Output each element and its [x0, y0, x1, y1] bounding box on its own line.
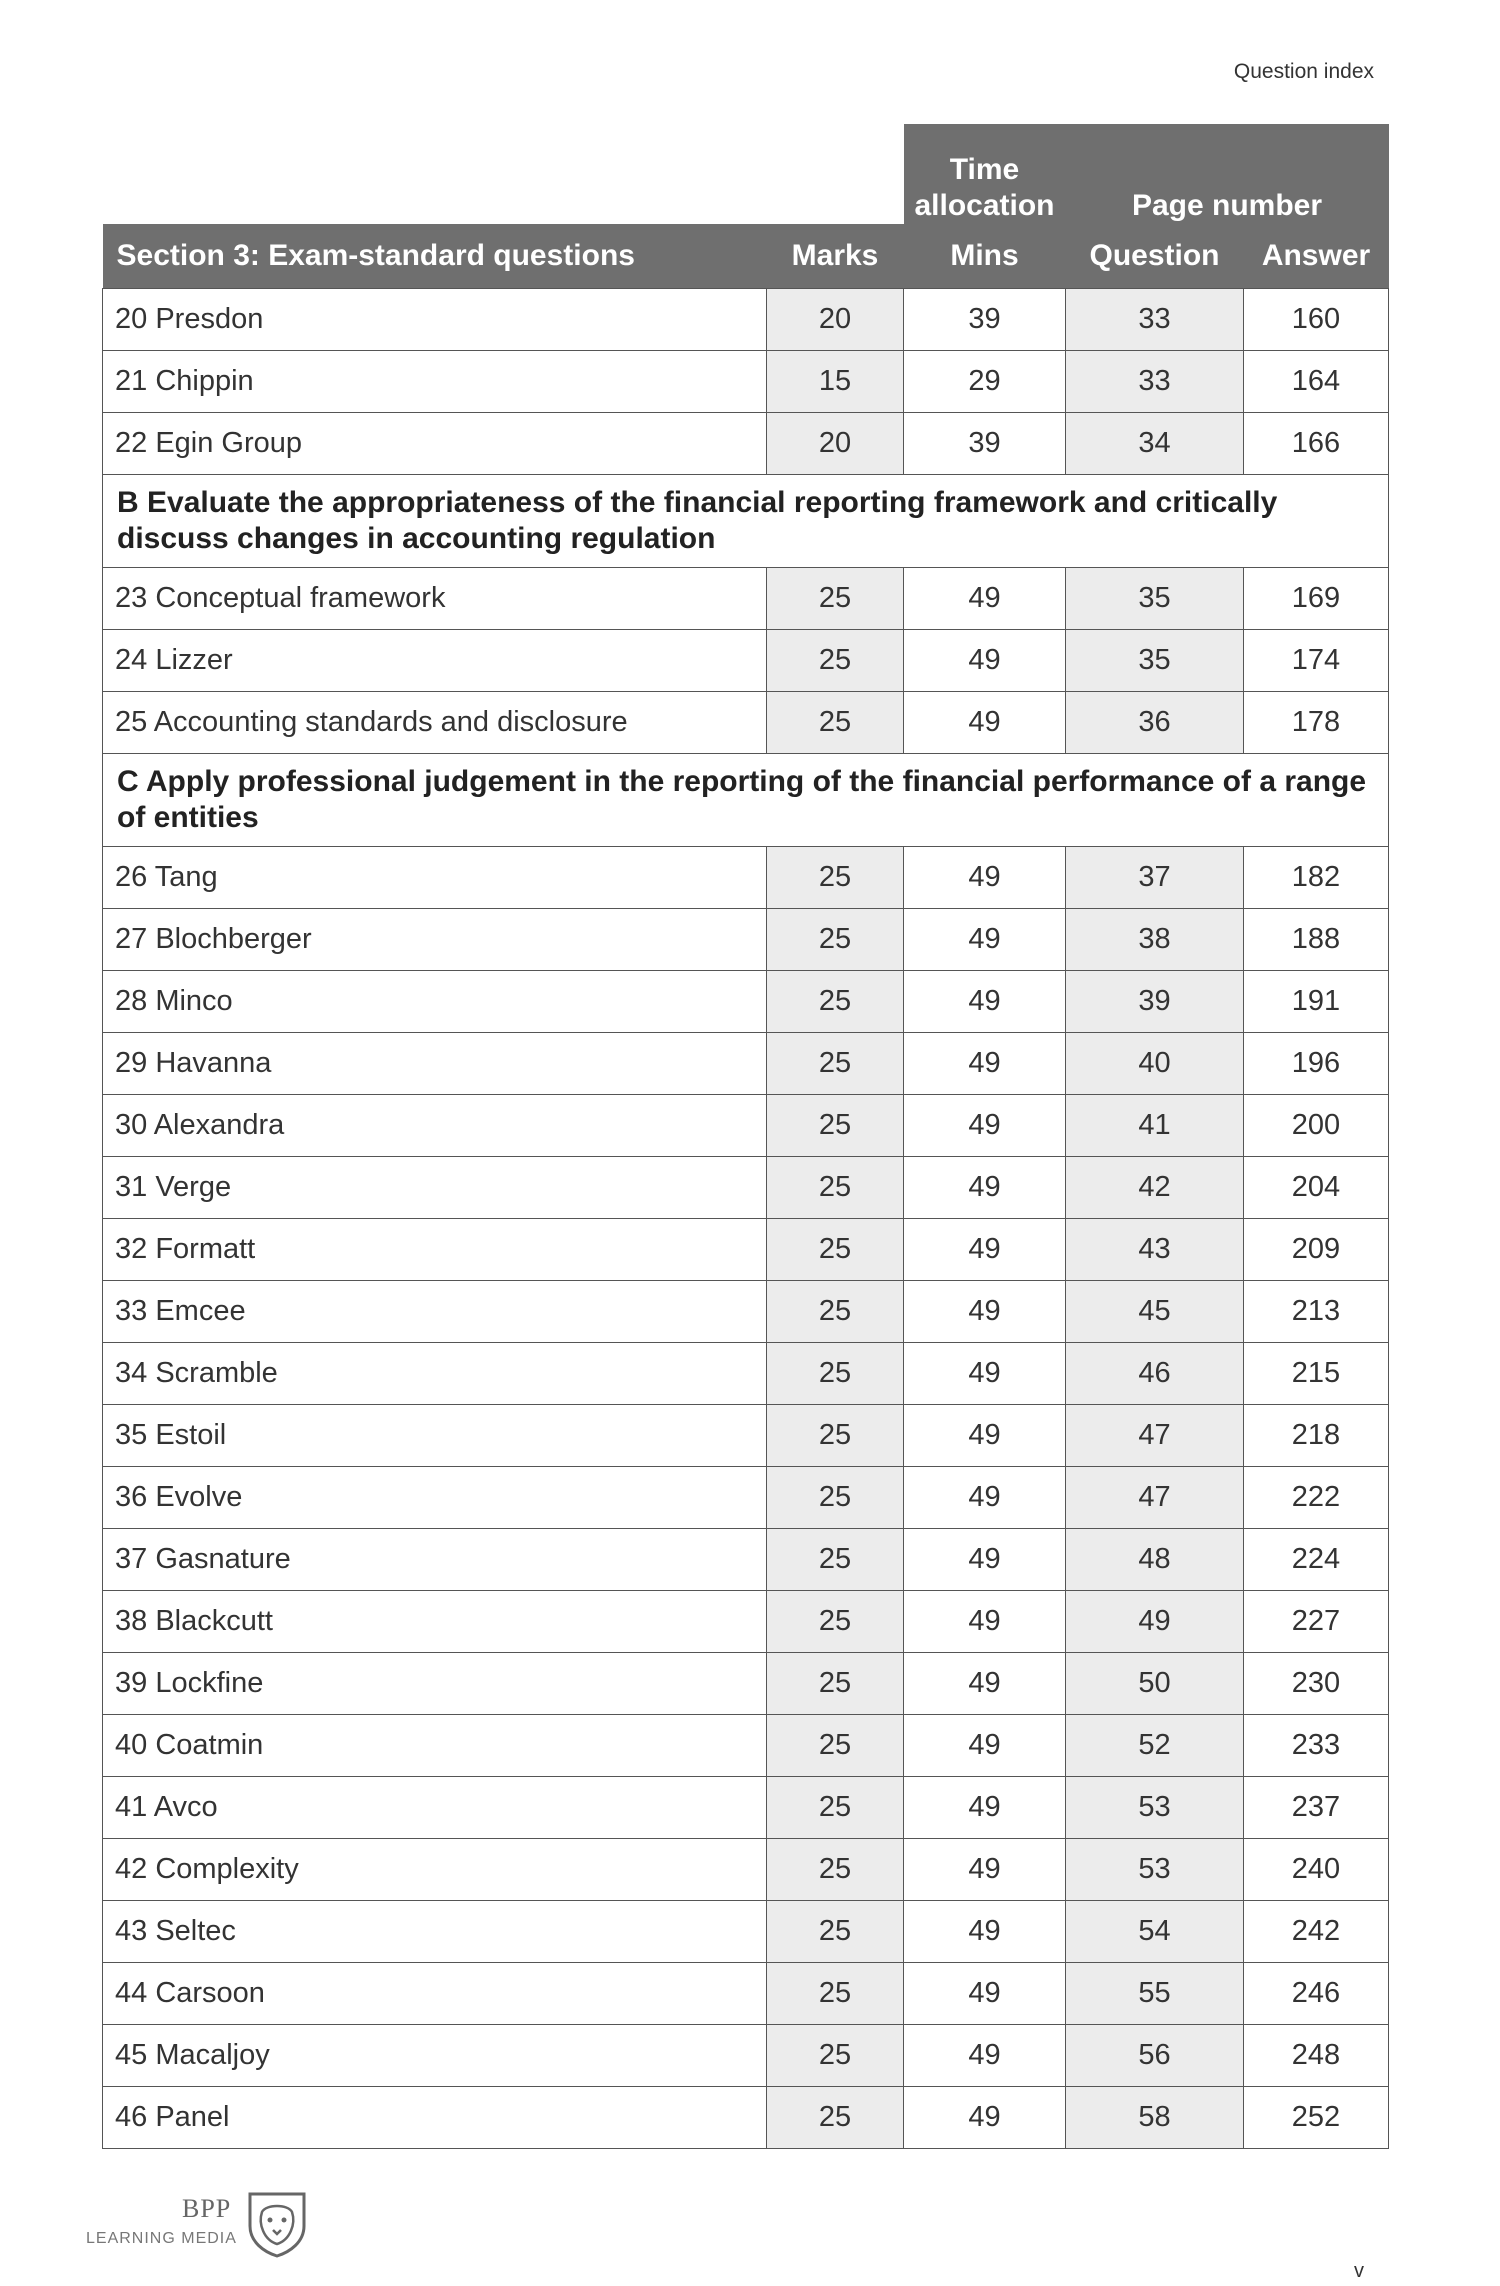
cell-mins: 49 [904, 2087, 1066, 2149]
cell-name: 34 Scramble [103, 1343, 767, 1405]
cell-question: 47 [1066, 1405, 1244, 1467]
cell-mins: 49 [904, 1219, 1066, 1281]
table-row [103, 1405, 1389, 1467]
header-blank [103, 124, 904, 224]
table-row [103, 1095, 1389, 1157]
cell-name: 25 Accounting standards and disclosure [103, 692, 767, 754]
header-question: Question [1066, 224, 1244, 289]
cell-marks: 25 [767, 1591, 904, 1653]
cell-marks: 20 [767, 289, 904, 351]
cell-answer: 224 [1244, 1529, 1389, 1591]
table-row [103, 1963, 1389, 2025]
cell-answer: 248 [1244, 2025, 1389, 2087]
cell-name: 32 Formatt [103, 1219, 767, 1281]
cell-question: 47 [1066, 1467, 1244, 1529]
cell-answer: 191 [1244, 971, 1389, 1033]
header-marks: Marks [767, 224, 904, 289]
running-header: Question index [1233, 60, 1374, 83]
cell-marks: 25 [767, 1467, 904, 1529]
cell-question: 42 [1066, 1157, 1244, 1219]
cell-question: 33 [1066, 351, 1244, 413]
cell-answer: 182 [1244, 847, 1389, 909]
cell-question: 37 [1066, 847, 1244, 909]
cell-name: 23 Conceptual framework [103, 568, 767, 630]
cell-marks: 25 [767, 1095, 904, 1157]
cell-question: 43 [1066, 1219, 1244, 1281]
cell-marks: 25 [767, 971, 904, 1033]
cell-question: 36 [1066, 692, 1244, 754]
header-time-allocation: Time allocation [904, 124, 1066, 224]
cell-answer: 169 [1244, 568, 1389, 630]
table-row [103, 2025, 1389, 2087]
cell-mins: 49 [904, 1157, 1066, 1219]
cell-answer: 222 [1244, 1467, 1389, 1529]
header-row-bottom [103, 224, 1389, 289]
table-row [103, 289, 1389, 351]
table-row [103, 1529, 1389, 1591]
table-row [103, 630, 1389, 692]
cell-marks: 25 [767, 568, 904, 630]
cell-name: 43 Seltec [103, 1901, 767, 1963]
cell-mins: 49 [904, 630, 1066, 692]
table-row [103, 1281, 1389, 1343]
cell-answer: 209 [1244, 1219, 1389, 1281]
cell-question: 55 [1066, 1963, 1244, 2025]
cell-name: 38 Blackcutt [103, 1591, 767, 1653]
cell-mins: 39 [904, 413, 1066, 475]
cell-marks: 25 [767, 2025, 904, 2087]
cell-name: 41 Avco [103, 1777, 767, 1839]
cell-name: 22 Egin Group [103, 413, 767, 475]
cell-marks: 25 [767, 847, 904, 909]
cell-answer: 237 [1244, 1777, 1389, 1839]
cell-mins: 49 [904, 1839, 1066, 1901]
cell-marks: 25 [767, 1901, 904, 1963]
cell-mins: 49 [904, 692, 1066, 754]
cell-question: 53 [1066, 1777, 1244, 1839]
cell-question: 54 [1066, 1901, 1244, 1963]
cell-answer: 240 [1244, 1839, 1389, 1901]
cell-mins: 49 [904, 1591, 1066, 1653]
cell-question: 45 [1066, 1281, 1244, 1343]
cell-question: 49 [1066, 1591, 1244, 1653]
cell-question: 52 [1066, 1715, 1244, 1777]
cell-mins: 49 [904, 2025, 1066, 2087]
table-row [103, 1467, 1389, 1529]
table-row [103, 692, 1389, 754]
cell-name: 29 Havanna [103, 1033, 767, 1095]
cell-name: 37 Gasnature [103, 1529, 767, 1591]
cell-question: 39 [1066, 971, 1244, 1033]
cell-mins: 49 [904, 1901, 1066, 1963]
cell-answer: 196 [1244, 1033, 1389, 1095]
cell-question: 46 [1066, 1343, 1244, 1405]
bpp-logo [86, 2190, 306, 2260]
cell-marks: 25 [767, 1405, 904, 1467]
cell-name: 20 Presdon [103, 289, 767, 351]
cell-answer: 233 [1244, 1715, 1389, 1777]
cell-answer: 200 [1244, 1095, 1389, 1157]
cell-answer: 242 [1244, 1901, 1389, 1963]
cell-name: 35 Estoil [103, 1405, 767, 1467]
table-row [103, 2087, 1389, 2149]
cell-answer: 166 [1244, 413, 1389, 475]
table-row [103, 1839, 1389, 1901]
table-row [103, 351, 1389, 413]
cell-name: 28 Minco [103, 971, 767, 1033]
cell-answer: 174 [1244, 630, 1389, 692]
cell-marks: 25 [767, 909, 904, 971]
cell-answer: 252 [1244, 2087, 1389, 2149]
cell-mins: 49 [904, 1095, 1066, 1157]
cell-question: 38 [1066, 909, 1244, 971]
table-row [103, 568, 1389, 630]
cell-name: 27 Blochberger [103, 909, 767, 971]
cell-answer: 215 [1244, 1343, 1389, 1405]
cell-mins: 49 [904, 1343, 1066, 1405]
cell-question: 56 [1066, 2025, 1244, 2087]
cell-name: 46 Panel [103, 2087, 767, 2149]
subhead-c [103, 754, 1389, 847]
cell-marks: 25 [767, 692, 904, 754]
cell-answer: 160 [1244, 289, 1389, 351]
subhead-b [103, 475, 1389, 568]
cell-marks: 25 [767, 1653, 904, 1715]
cell-mins: 49 [904, 1529, 1066, 1591]
table-row [103, 1653, 1389, 1715]
cell-answer: 178 [1244, 692, 1389, 754]
cell-mins: 49 [904, 1777, 1066, 1839]
cell-name: 26 Tang [103, 847, 767, 909]
cell-answer: 213 [1244, 1281, 1389, 1343]
cell-question: 35 [1066, 630, 1244, 692]
cell-answer: 227 [1244, 1591, 1389, 1653]
subhead-b-text: B Evaluate the appropriateness of the financial reporting framework and critically discuss changes in accounting regulation [103, 475, 1389, 568]
cell-answer: 204 [1244, 1157, 1389, 1219]
table-row [103, 909, 1389, 971]
cell-answer: 246 [1244, 1963, 1389, 2025]
cell-name: 36 Evolve [103, 1467, 767, 1529]
cell-name: 45 Macaljoy [103, 2025, 767, 2087]
logo-brand: BPP [182, 2194, 232, 2223]
cell-marks: 25 [767, 1033, 904, 1095]
cell-question: 50 [1066, 1653, 1244, 1715]
page-number: v [1354, 2260, 1364, 2282]
cell-marks: 25 [767, 2087, 904, 2149]
cell-name: 40 Coatmin [103, 1715, 767, 1777]
table-row [103, 413, 1389, 475]
cell-mins: 49 [904, 909, 1066, 971]
cell-marks: 20 [767, 413, 904, 475]
cell-name: 39 Lockfine [103, 1653, 767, 1715]
cell-marks: 25 [767, 1839, 904, 1901]
cell-mins: 29 [904, 351, 1066, 413]
header-page-number: Page number [1066, 124, 1389, 224]
cell-question: 40 [1066, 1033, 1244, 1095]
cell-name: 44 Carsoon [103, 1963, 767, 2025]
cell-marks: 25 [767, 1715, 904, 1777]
table-row [103, 1033, 1389, 1095]
cell-name: 24 Lizzer [103, 630, 767, 692]
cell-name: 33 Emcee [103, 1281, 767, 1343]
table-row [103, 1219, 1389, 1281]
cell-mins: 49 [904, 1715, 1066, 1777]
question-index-table [102, 124, 1388, 2149]
cell-mins: 49 [904, 971, 1066, 1033]
cell-name: 30 Alexandra [103, 1095, 767, 1157]
header-mins: Mins [904, 224, 1066, 289]
table-body [103, 289, 1389, 2149]
table-row [103, 1901, 1389, 1963]
lion-head-icon [246, 2190, 308, 2258]
cell-marks: 25 [767, 1963, 904, 2025]
cell-mins: 49 [904, 1467, 1066, 1529]
table-row [103, 847, 1389, 909]
table-row [103, 971, 1389, 1033]
cell-answer: 188 [1244, 909, 1389, 971]
cell-question: 41 [1066, 1095, 1244, 1157]
cell-mins: 49 [904, 1653, 1066, 1715]
cell-name: 31 Verge [103, 1157, 767, 1219]
cell-answer: 230 [1244, 1653, 1389, 1715]
table-row [103, 1343, 1389, 1405]
cell-question: 53 [1066, 1839, 1244, 1901]
cell-marks: 25 [767, 1529, 904, 1591]
cell-question: 33 [1066, 289, 1244, 351]
cell-mins: 49 [904, 847, 1066, 909]
subhead-c-text: C Apply professional judgement in the reporting of the financial performance of a range of entities [103, 754, 1389, 847]
cell-marks: 25 [767, 630, 904, 692]
table-row [103, 1591, 1389, 1653]
cell-question: 48 [1066, 1529, 1244, 1591]
cell-question: 34 [1066, 413, 1244, 475]
cell-mins: 49 [904, 1033, 1066, 1095]
cell-mins: 49 [904, 568, 1066, 630]
cell-question: 35 [1066, 568, 1244, 630]
cell-name: 42 Complexity [103, 1839, 767, 1901]
logo-subtitle: LEARNING MEDIA [86, 2230, 237, 2247]
table-row [103, 1715, 1389, 1777]
section-title: Section 3: Exam-standard questions [103, 224, 767, 289]
cell-answer: 218 [1244, 1405, 1389, 1467]
cell-marks: 25 [767, 1281, 904, 1343]
cell-marks: 25 [767, 1157, 904, 1219]
cell-name: 21 Chippin [103, 351, 767, 413]
header-row-top [103, 124, 1389, 224]
cell-mins: 49 [904, 1281, 1066, 1343]
cell-marks: 25 [767, 1219, 904, 1281]
table-row [103, 1157, 1389, 1219]
cell-mins: 49 [904, 1963, 1066, 2025]
cell-question: 58 [1066, 2087, 1244, 2149]
cell-marks: 25 [767, 1777, 904, 1839]
cell-mins: 49 [904, 1405, 1066, 1467]
cell-marks: 25 [767, 1343, 904, 1405]
header-answer: Answer [1244, 224, 1389, 289]
cell-answer: 164 [1244, 351, 1389, 413]
table-row [103, 1777, 1389, 1839]
cell-mins: 39 [904, 289, 1066, 351]
cell-marks: 15 [767, 351, 904, 413]
